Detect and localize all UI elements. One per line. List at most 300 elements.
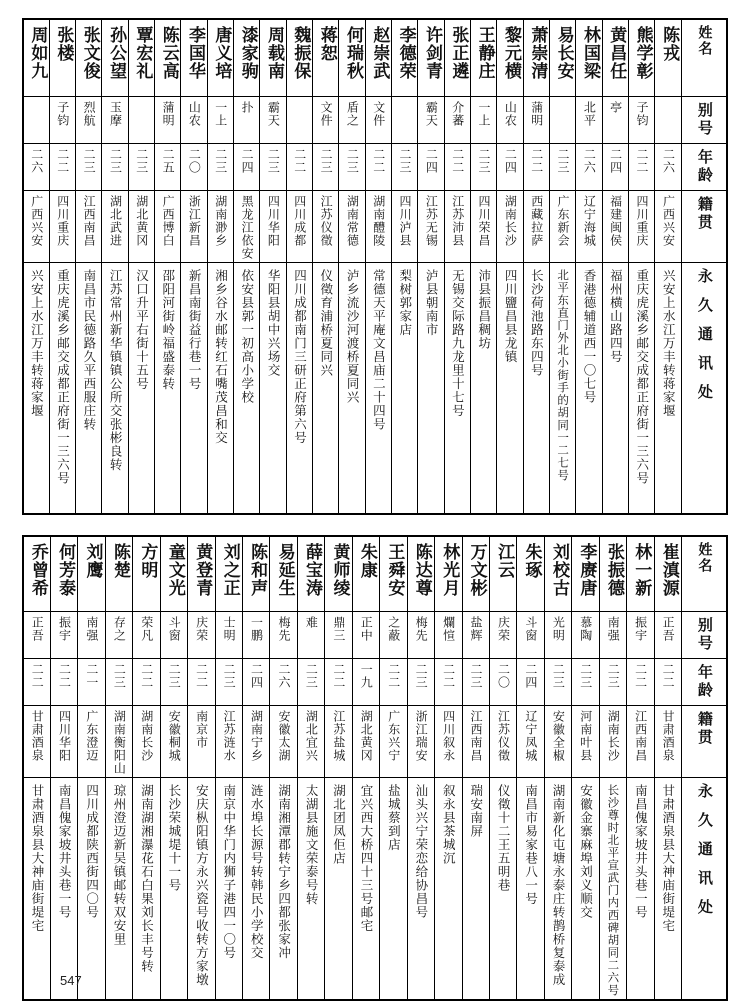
age-text: 二二	[139, 663, 154, 689]
cell-name	[260, 19, 286, 97]
cell-name	[627, 536, 654, 612]
alias-text: 正吾	[30, 616, 45, 642]
cell-native	[655, 191, 682, 263]
age-text: 二三	[222, 663, 237, 689]
cell-address	[215, 778, 242, 1000]
alias-text: 士明	[222, 616, 237, 642]
cell-native	[489, 706, 516, 778]
address-text: 南昌傀家坡井头巷一号	[57, 784, 73, 919]
native-text: 湖南长沙	[139, 710, 154, 762]
cell-name	[155, 19, 181, 97]
address-text: 湖南湘潭郡转宁乡四都张家冲	[276, 784, 292, 960]
cell-address	[627, 778, 654, 1000]
age-text: 二二	[371, 148, 386, 174]
name-text: 萧崇清	[527, 26, 548, 80]
age-text: 二三	[469, 663, 484, 689]
cell-native	[215, 706, 242, 778]
name-text: 李德荣	[395, 26, 416, 80]
name-text: 陈达尊	[411, 543, 432, 597]
cell-alias	[544, 612, 571, 659]
cell-name	[215, 536, 242, 612]
cell-native	[629, 191, 655, 263]
address-text: 汕头兴宁荣恋给协昌号	[413, 784, 429, 919]
cell-native	[444, 191, 470, 263]
cell-native	[234, 191, 260, 263]
name-text: 黎元横	[500, 26, 521, 80]
cell-address	[550, 263, 576, 515]
age-text: 二三	[134, 148, 149, 174]
cell-alias	[435, 612, 462, 659]
age-text: 一九	[359, 663, 374, 689]
roster-table-bottom	[22, 535, 728, 1001]
cell-age	[207, 144, 233, 191]
roster-row-age	[23, 659, 727, 706]
cell-native	[286, 191, 312, 263]
age-text: 二〇	[496, 663, 511, 689]
name-text: 陈云高	[158, 26, 179, 80]
name-text: 易长安	[553, 26, 574, 80]
alias-text: 蒲明	[529, 101, 544, 127]
age-text: 二三	[551, 663, 566, 689]
age-text: 二二	[194, 663, 209, 689]
cell-age	[576, 144, 602, 191]
header-native-label: 籍贯	[695, 196, 714, 232]
address-text: 盐城蔡到店	[386, 784, 402, 852]
cell-name	[380, 536, 407, 612]
cell-address	[544, 778, 571, 1000]
native-text: 江苏沛县	[450, 195, 465, 247]
cell-address	[497, 263, 523, 515]
alias-text: 烈航	[82, 101, 97, 127]
cell-name	[407, 536, 434, 612]
cell-alias	[380, 612, 407, 659]
address-text: 太湖县施文荣泰号转	[304, 784, 320, 906]
alias-text: 扑	[240, 101, 255, 114]
cell-name	[392, 19, 418, 97]
cell-native	[418, 191, 444, 263]
alias-text: 光明	[551, 616, 566, 642]
cell-alias	[576, 97, 602, 144]
address-text: 邵阳河街岭福盛泰转	[160, 269, 176, 391]
alias-text: 梅先	[276, 616, 291, 642]
alias-text: 一上	[213, 101, 228, 127]
native-text: 四川叙永	[441, 710, 456, 762]
address-text: 甘肃酒泉县大神庙街堤宅	[660, 784, 676, 933]
cell-native	[133, 706, 160, 778]
cell-name	[188, 536, 215, 612]
cell-age	[313, 144, 339, 191]
age-text: 二二	[450, 148, 465, 174]
cell-age	[517, 659, 544, 706]
native-text: 湖南衡阳山	[112, 710, 127, 775]
alias-text: 一鹏	[249, 616, 264, 642]
cell-age	[544, 659, 571, 706]
address-text: 安庆枞阳镇方永兴瓷号收转方家墩	[194, 784, 210, 987]
header-native-label: 籍贯	[695, 711, 714, 747]
cell-alias	[133, 612, 160, 659]
alias-text: 之蔽	[386, 616, 401, 642]
name-text: 李国华	[185, 26, 206, 80]
age-text: 二四	[424, 148, 439, 174]
cell-alias	[497, 97, 523, 144]
cell-alias	[105, 612, 132, 659]
alias-text: 振宇	[633, 616, 648, 642]
native-text: 广西兴安	[661, 195, 676, 247]
cell-name	[599, 536, 626, 612]
native-text: 湖北武进	[108, 195, 123, 247]
native-text: 辽宁凤城	[523, 710, 538, 762]
age-text: 二三	[108, 148, 123, 174]
cell-native	[102, 191, 128, 263]
name-text: 黄登青	[192, 543, 213, 597]
age-text: 二二	[529, 148, 544, 174]
name-text: 黄师绫	[329, 543, 350, 597]
header-age	[682, 659, 728, 706]
cell-alias	[78, 612, 105, 659]
name-text: 刘鹰	[82, 543, 103, 579]
cell-name	[462, 536, 489, 612]
cell-name	[339, 19, 365, 97]
cell-address	[50, 778, 77, 1000]
alias-text: 振宇	[57, 616, 72, 642]
cell-name	[207, 19, 233, 97]
cell-name	[444, 19, 470, 97]
cell-name	[105, 536, 132, 612]
address-text: 瑞安南屏	[468, 784, 484, 838]
cell-name	[654, 536, 681, 612]
cell-age	[78, 659, 105, 706]
native-text: 四川泸县	[398, 195, 413, 247]
alias-text: 正中	[359, 616, 374, 642]
address-text: 新昌南街益行巷一号	[187, 269, 203, 391]
native-text: 湖北宜兴	[304, 710, 319, 762]
cell-native	[49, 191, 75, 263]
cell-alias	[160, 612, 187, 659]
name-text: 张文俊	[79, 26, 100, 80]
name-text: 陈戎	[659, 26, 680, 62]
cell-alias	[188, 612, 215, 659]
header-name	[682, 19, 728, 97]
alias-text: 荣凡	[139, 616, 154, 642]
cell-native	[517, 706, 544, 778]
native-text: 四川重庆	[635, 195, 649, 247]
cell-age	[105, 659, 132, 706]
name-text: 刘之正	[219, 543, 240, 597]
age-text: 二二	[633, 663, 648, 689]
cell-address	[297, 778, 324, 1000]
address-text: 华阳县胡中兴场交	[266, 269, 282, 377]
alias-text: 慕陶	[578, 616, 593, 642]
cell-address	[572, 778, 599, 1000]
age-text: 二三	[414, 663, 429, 689]
address-text: 香港德辅道西一〇七号	[582, 269, 598, 404]
cell-age	[471, 144, 497, 191]
page-number: 547	[60, 973, 82, 988]
header-alias-label: 别号	[695, 617, 714, 653]
name-text: 许剑青	[422, 26, 442, 80]
address-text: 泸县朝南市	[424, 269, 440, 337]
alias-text: 南强	[84, 616, 99, 642]
cell-alias	[76, 97, 102, 144]
cell-alias	[602, 97, 628, 144]
alias-text: 存之	[112, 616, 127, 642]
alias-text: 子钧	[635, 101, 649, 127]
cell-name	[523, 19, 549, 97]
cell-age	[297, 659, 324, 706]
name-text: 唐义培	[211, 26, 232, 80]
native-text: 西藏拉萨	[529, 195, 544, 247]
cell-native	[260, 191, 286, 263]
cell-address	[155, 263, 181, 515]
cell-address	[576, 263, 602, 515]
cell-address	[49, 263, 75, 515]
cell-address	[392, 263, 418, 515]
cell-age	[133, 659, 160, 706]
cell-native	[339, 191, 365, 263]
cell-native	[407, 706, 434, 778]
cell-address	[23, 778, 50, 1000]
cell-native	[128, 191, 154, 263]
cell-address	[207, 263, 233, 515]
cell-address	[286, 263, 312, 515]
native-text: 河南叶县	[578, 710, 593, 762]
age-text: 二三	[606, 663, 621, 689]
age-text: 二四	[249, 663, 264, 689]
age-text: 二三	[556, 148, 571, 174]
cell-address	[435, 778, 462, 1000]
cell-native	[435, 706, 462, 778]
address-text: 长沙尊时北平宣武门内西碑胡同二六号	[606, 784, 621, 997]
cell-address	[654, 778, 681, 1000]
cell-alias	[352, 612, 379, 659]
address-text: 仪徵十二王五明巷	[496, 784, 512, 892]
alias-text: 蒲明	[161, 101, 176, 127]
age-text: 二〇	[187, 148, 202, 174]
age-text: 二二	[30, 663, 45, 689]
native-text: 福建闽侯	[608, 195, 623, 247]
address-text: 仪徵育浦桥夏同兴	[318, 269, 334, 377]
cell-alias	[523, 97, 549, 144]
cell-address	[313, 263, 339, 515]
roster-row-address	[23, 778, 727, 1000]
native-text: 湖南渺乡	[213, 195, 228, 247]
cell-native	[471, 191, 497, 263]
name-text: 何芳泰	[55, 543, 76, 597]
age-text: 二二	[57, 663, 72, 689]
header-age-label: 年龄	[695, 149, 714, 185]
cell-alias	[572, 612, 599, 659]
header-alias	[682, 97, 728, 144]
native-text: 四川华阳	[266, 195, 281, 247]
name-text: 方明	[137, 543, 158, 579]
cell-native	[497, 191, 523, 263]
cell-address	[243, 778, 270, 1000]
cell-age	[23, 659, 50, 706]
cell-age	[572, 659, 599, 706]
native-text: 湖南常德	[345, 195, 360, 247]
header-address	[682, 778, 728, 1000]
roster-tables	[22, 18, 728, 1001]
cell-name	[102, 19, 128, 97]
cell-address	[339, 263, 365, 515]
address-text: 四川鹽昌县龙镇	[503, 269, 519, 364]
address-text: 琼州澄迈新吴镇邮转双安里	[112, 784, 128, 946]
cell-name	[365, 19, 391, 97]
cell-native	[243, 706, 270, 778]
roster-row-name	[23, 536, 727, 612]
header-alias-label: 别号	[695, 102, 714, 138]
native-text: 江西南昌	[469, 710, 484, 762]
cell-native	[313, 191, 339, 263]
address-text: 湖北团凤佢店	[331, 784, 347, 865]
cell-age	[523, 144, 549, 191]
roster-row-address	[23, 263, 727, 515]
cell-name	[286, 19, 312, 97]
native-text: 甘肃酒泉	[661, 710, 676, 762]
header-address-label: 永久通讯处	[695, 268, 714, 413]
cell-native	[523, 191, 549, 263]
cell-alias	[489, 612, 516, 659]
name-text: 黄昌任	[606, 26, 627, 80]
age-text: 二六	[276, 663, 291, 689]
alias-text: 介蕃	[450, 101, 465, 127]
cell-alias	[599, 612, 626, 659]
cell-name	[50, 536, 77, 612]
name-text: 陈和声	[247, 543, 268, 597]
cell-name	[602, 19, 628, 97]
native-text: 湖北黄冈	[134, 195, 149, 247]
age-text: 二二	[441, 663, 456, 689]
alias-text: 正吾	[661, 616, 676, 642]
address-text: 湖南新化屯塘永泰庄转鹊桥复泰成	[551, 784, 567, 987]
native-text: 江西南昌	[82, 195, 97, 247]
cell-alias	[243, 612, 270, 659]
native-text: 四川华阳	[57, 710, 72, 762]
native-text: 安徽桐城	[167, 710, 182, 762]
cell-address	[23, 263, 49, 515]
roster-row-native	[23, 706, 727, 778]
address-text: 安徽金寨麻埠刘义顺交	[578, 784, 594, 919]
cell-address	[352, 778, 379, 1000]
name-text: 何瑞秋	[343, 26, 364, 80]
age-text: 二六	[661, 148, 676, 174]
native-text: 广西博白	[161, 195, 176, 247]
name-text: 薛宝涛	[302, 543, 323, 597]
address-text: 常德天平庵文昌庙二十四号	[371, 269, 387, 431]
native-text: 江苏仪徵	[319, 195, 334, 247]
address-text: 四川成都南门三研正府第六号	[292, 269, 308, 445]
cell-alias	[286, 97, 312, 144]
age-text: 二三	[319, 148, 334, 174]
cell-name	[23, 536, 50, 612]
native-text: 广西兴安	[29, 195, 44, 247]
name-text: 朱康	[356, 543, 377, 579]
address-text: 叙永县茶城沉	[441, 784, 457, 865]
cell-alias	[365, 97, 391, 144]
cell-age	[444, 144, 470, 191]
alias-text: 子钧	[55, 101, 70, 127]
cell-address	[133, 778, 160, 1000]
name-text: 江云	[494, 543, 515, 579]
cell-address	[380, 778, 407, 1000]
cell-alias	[629, 97, 655, 144]
age-text: 二三	[167, 663, 182, 689]
age-text: 二三	[82, 148, 97, 174]
age-text: 二五	[161, 148, 176, 174]
cell-age	[629, 144, 655, 191]
native-text: 四川成都	[292, 195, 307, 247]
age-text: 二四	[523, 663, 538, 689]
cell-alias	[270, 612, 297, 659]
header-alias	[682, 612, 728, 659]
name-text: 张楼	[53, 26, 74, 62]
address-text: 南京中华门内狮子港四一〇号	[221, 784, 237, 960]
age-text: 二三	[578, 663, 593, 689]
cell-age	[160, 659, 187, 706]
native-text: 甘肃酒泉	[30, 710, 45, 762]
cell-age	[435, 659, 462, 706]
cell-address	[78, 778, 105, 1000]
cell-address	[160, 778, 187, 1000]
cell-address	[517, 778, 544, 1000]
alias-text: 鼎三	[331, 616, 346, 642]
cell-address	[407, 778, 434, 1000]
alias-text: 爛愃	[441, 616, 456, 642]
native-text: 辽宁海城	[582, 195, 597, 247]
roster-row-native	[23, 191, 727, 263]
cell-address	[365, 263, 391, 515]
cell-native	[188, 706, 215, 778]
native-text: 广东澄迈	[84, 710, 99, 762]
cell-name	[435, 536, 462, 612]
header-name-label: 姓名	[696, 542, 713, 574]
native-text: 浙江新昌	[187, 195, 202, 247]
cell-name	[629, 19, 655, 97]
address-text: 汉口升平右街十五号	[134, 269, 150, 391]
address-text: 南昌市易家巷八一号	[523, 784, 539, 906]
cell-name	[572, 536, 599, 612]
native-text: 江苏涟水	[222, 710, 237, 762]
alias-text: 庆荣	[194, 616, 209, 642]
alias-text: 山农	[187, 101, 202, 127]
native-text: 四川荣昌	[477, 195, 492, 247]
cell-address	[599, 778, 626, 1000]
cell-age	[462, 659, 489, 706]
cell-alias	[462, 612, 489, 659]
cell-native	[550, 191, 576, 263]
cell-age	[550, 144, 576, 191]
roster-table-top	[22, 18, 728, 515]
cell-alias	[181, 97, 207, 144]
address-text: 南昌傀家坡井头巷一号	[633, 784, 649, 919]
cell-alias	[550, 97, 576, 144]
name-text: 魏振保	[290, 26, 311, 80]
cell-native	[78, 706, 105, 778]
cell-address	[655, 263, 682, 515]
cell-native	[352, 706, 379, 778]
cell-name	[655, 19, 682, 97]
roster-row-alias	[23, 97, 727, 144]
cell-alias	[260, 97, 286, 144]
cell-name	[128, 19, 154, 97]
name-text: 张正遴	[448, 26, 469, 80]
cell-age	[23, 144, 49, 191]
cell-alias	[297, 612, 324, 659]
cell-age	[352, 659, 379, 706]
address-text: 长沙荷池路东四号	[529, 269, 545, 377]
cell-alias	[313, 97, 339, 144]
native-text: 四川重庆	[55, 195, 70, 247]
